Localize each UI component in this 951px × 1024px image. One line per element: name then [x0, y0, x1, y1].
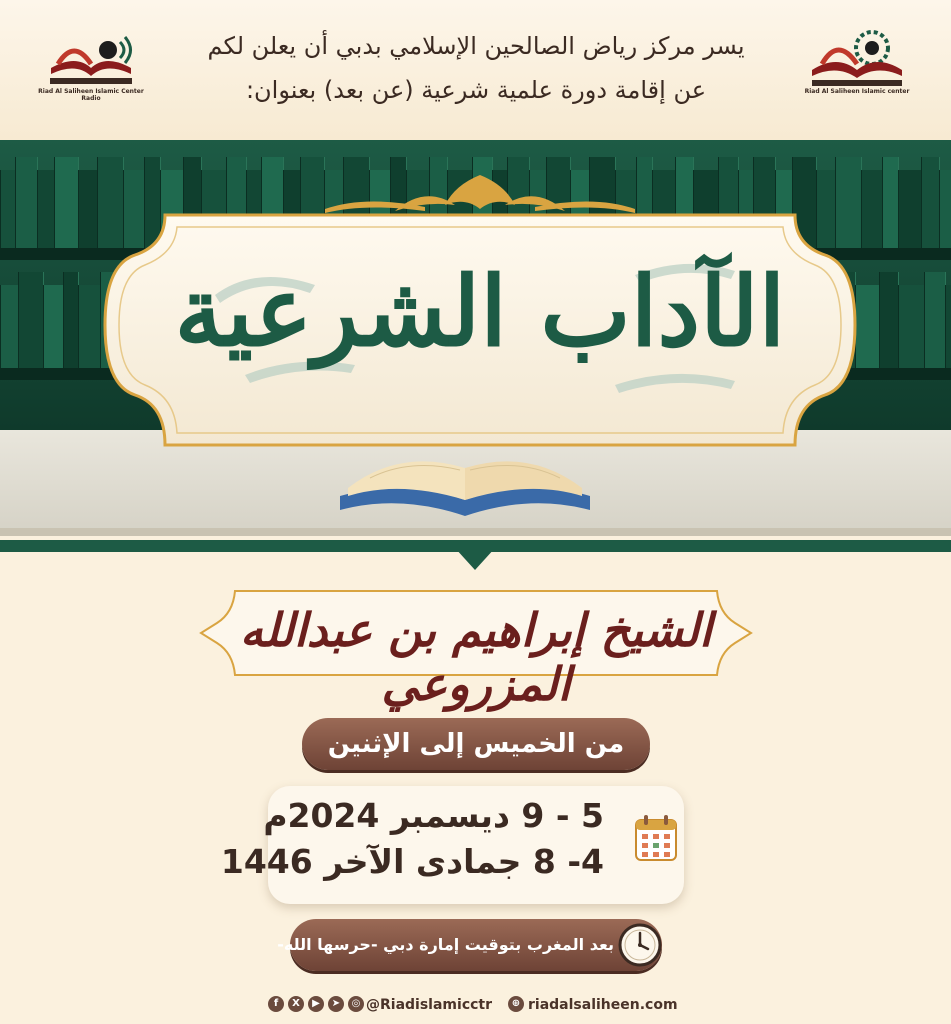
- book-spine: [879, 272, 899, 370]
- book-spine: [15, 157, 38, 250]
- header: [0, 0, 951, 140]
- x-icon[interactable]: X: [288, 996, 304, 1012]
- clock-icon: [618, 923, 662, 967]
- radio-logo: [36, 24, 146, 104]
- radio-logo-caption: Riad Al Saliheen Islamic Center Radio: [38, 88, 144, 102]
- intro-line-2: عن إقامة دورة علمية شرعية (عن بعد) بعنوان:: [245, 76, 707, 104]
- date-gregorian: 5 - 9 ديسمبر 2024م: [263, 796, 604, 835]
- intro-line-1: يسر مركز رياض الصالحين الإسلامي بدبي أن يعلن لكم: [207, 32, 745, 60]
- open-book-illustration: [330, 418, 600, 528]
- sheikh-name: الشيخ إبراهيم بن عبدالله المزروعي: [240, 603, 712, 711]
- days-badge: من الخميس إلى الإثنين: [302, 718, 650, 770]
- youtube-icon[interactable]: ▶: [308, 996, 324, 1012]
- book-spine: [37, 170, 55, 250]
- divider-stripe: [0, 528, 951, 536]
- book-spine: [0, 285, 19, 370]
- book-spine: [939, 170, 951, 250]
- course-title: الآداب الشرعية: [174, 255, 786, 368]
- book-spine: [54, 157, 79, 250]
- book-spine: [18, 272, 44, 370]
- dates-card: [220, 786, 684, 904]
- social-handle[interactable]: @Riadislamicctr: [366, 997, 493, 1013]
- book-spine: [882, 157, 899, 250]
- calendar-icon: [634, 814, 678, 862]
- website-link[interactable]: riadalsaliheen.com: [528, 997, 678, 1013]
- book-spine: [924, 272, 946, 370]
- instagram-icon[interactable]: ◎: [348, 996, 364, 1012]
- date-hijri: 4- 8 جمادى الآخر 1446: [220, 842, 604, 881]
- book-spine: [898, 170, 922, 250]
- footer: [268, 994, 688, 1016]
- book-spine: [945, 285, 951, 370]
- telegram-icon[interactable]: ➤: [328, 996, 344, 1012]
- center-logo: [802, 24, 912, 104]
- time-badge: [277, 919, 662, 971]
- intro-text: [170, 24, 782, 112]
- book-spine: [921, 157, 940, 250]
- divider-notch: [455, 548, 495, 572]
- time-note: بعد المغرب بتوقيت إمارة دبي -حرسها الله-: [277, 935, 614, 954]
- globe-icon: ⊕: [508, 996, 524, 1012]
- book-spine: [43, 285, 64, 370]
- center-logo-caption: Riad Al Saliheen Islamic center: [804, 88, 910, 95]
- book-spine: [898, 285, 925, 370]
- facebook-icon[interactable]: f: [268, 996, 284, 1012]
- book-spine: [0, 170, 16, 250]
- book-spine: [63, 272, 79, 370]
